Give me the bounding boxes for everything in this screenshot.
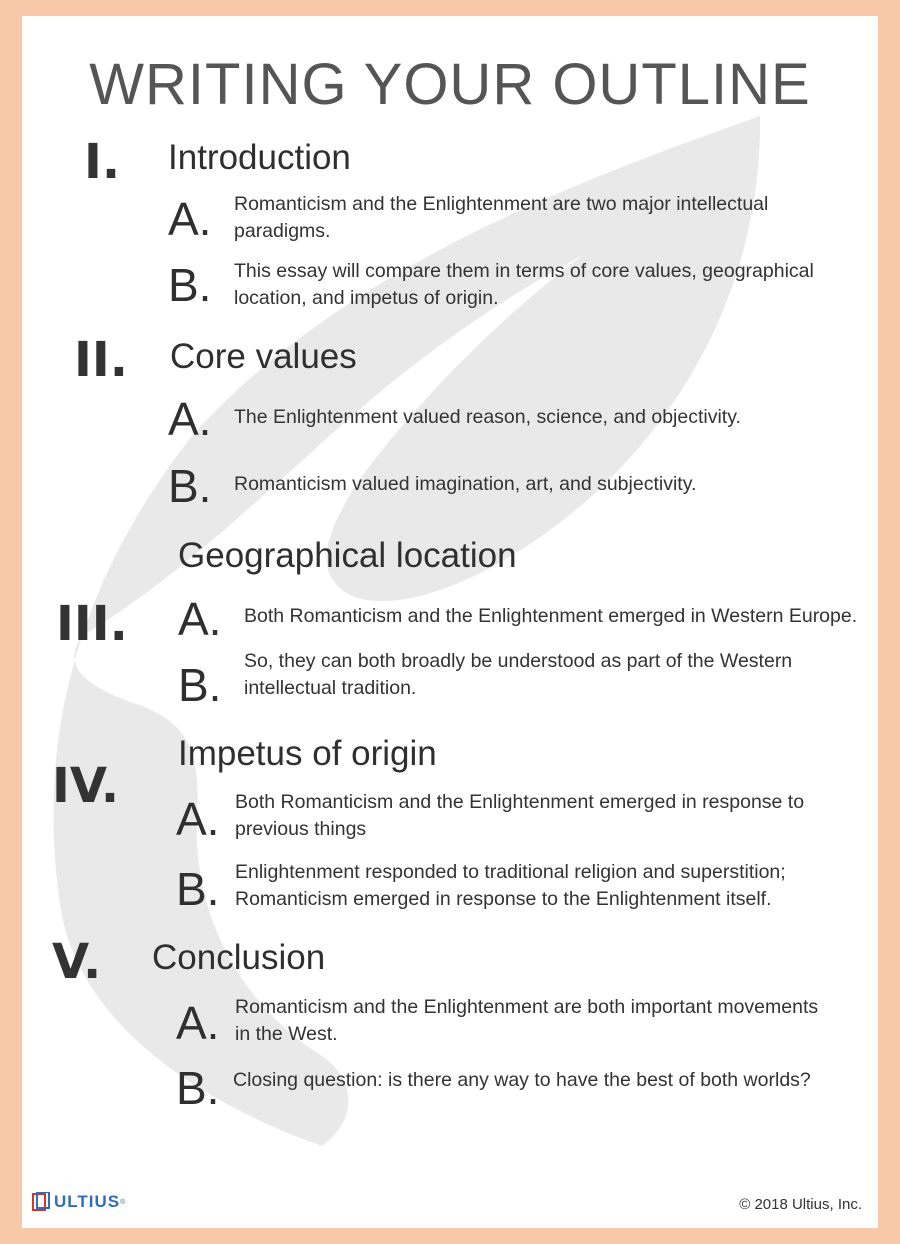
section-1-numeral: I.: [84, 134, 121, 190]
section-2-item-a-letter: A.: [168, 393, 212, 445]
section-2-heading: Core values: [170, 337, 357, 376]
section-5-item-b-letter: B.: [176, 1062, 220, 1114]
section-3-item-b-letter: B.: [178, 659, 222, 711]
section-5-item-a-text: Romanticism and the Enlightenment are both important movements in the West.: [235, 996, 819, 1045]
section-1-item-a-text: Romanticism and the Enlightenment are two major intellectual paradigms.: [234, 193, 769, 242]
section-5-heading: Conclusion: [152, 938, 326, 977]
section-5-numeral: V.: [52, 934, 102, 990]
section-2-numeral: II.: [74, 332, 128, 388]
section-5-item-b-text: Closing question: is there any way to have the best of both worlds?: [233, 1069, 811, 1091]
section-3-item-a-letter: A.: [178, 593, 222, 645]
ultius-logo: [32, 1190, 125, 1214]
page-title: WRITING YOUR OUTLINE: [89, 52, 811, 117]
section-1-item-b-letter: B.: [168, 259, 212, 311]
section-4-item-b-text: Enlightenment responded to traditional religion and superstition; Romanticism emerged in response to the Enlightenment itself.: [235, 861, 786, 910]
section-4-item-a-letter: A.: [176, 793, 220, 845]
section-4-numeral: IV.: [52, 758, 120, 814]
section-3-item-b-text: So, they can both broadly be understood as part of the Western intellectual tradition.: [244, 650, 793, 699]
section-1-item-a-letter: A.: [168, 193, 212, 245]
section-4-item-a-text: Both Romanticism and the Enlightenment emerged in response to previous things: [235, 791, 805, 840]
section-3-heading: Geographical location: [178, 536, 517, 575]
section-1-item-b-text: This essay will compare them in terms of core values, geographical location, and impetus of origin.: [234, 260, 814, 309]
section-4-item-b-letter: B.: [176, 863, 220, 915]
copyright-text: © 2018 Ultius, Inc.: [739, 1196, 862, 1213]
section-2-item-b-letter: B.: [168, 460, 212, 512]
section-2-item-a-text: The Enlightenment valued reason, science, and objectivity.: [234, 406, 741, 428]
ultius-logo-icon: [32, 1192, 50, 1212]
section-3-item-a-text: Both Romanticism and the Enlightenment emerged in Western Europe.: [244, 605, 858, 627]
outline-card: [22, 16, 878, 1228]
ultius-logo-text: ULTIUS: [54, 1192, 121, 1211]
section-1-heading: Introduction: [168, 138, 351, 177]
section-3-numeral: III.: [56, 596, 128, 652]
section-5-item-a-letter: A.: [176, 997, 220, 1049]
section-4-heading: Impetus of origin: [178, 734, 437, 773]
ultius-logo-registered: ®: [120, 1198, 126, 1206]
section-2-item-b-text: Romanticism valued imagination, art, and subjectivity.: [234, 473, 697, 495]
